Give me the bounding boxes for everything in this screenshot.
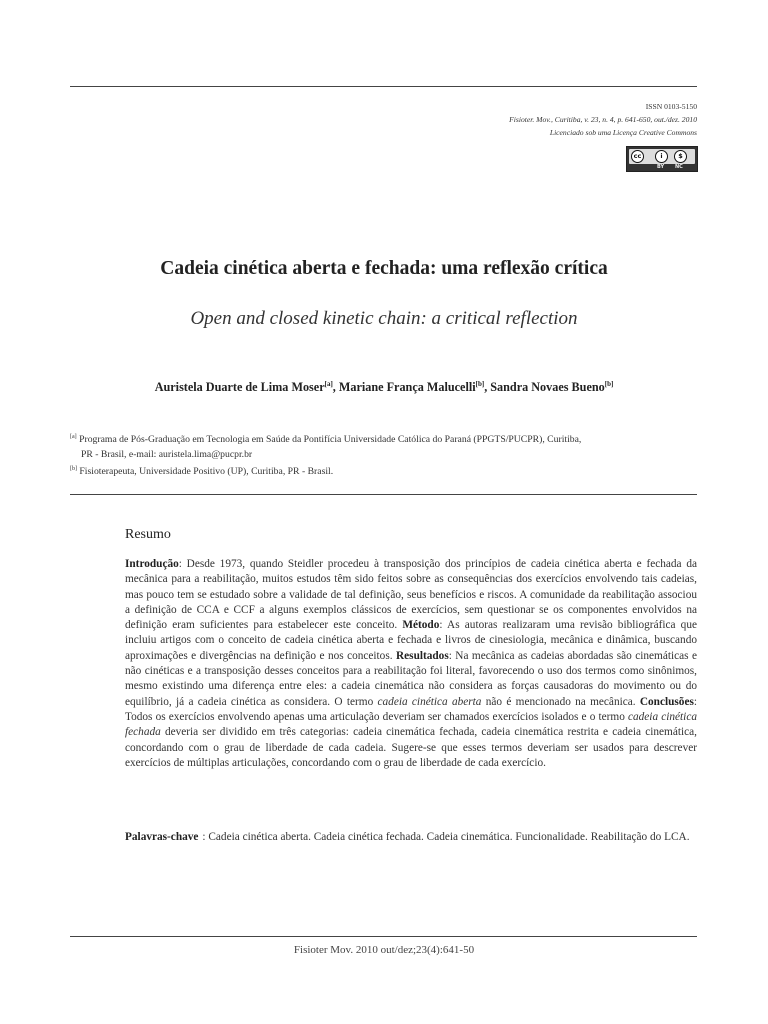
- affiliation-text: Fisioterapeuta, Universidade Positivo (UP), Curitiba, PR - Brasil.: [79, 466, 334, 478]
- author-mark: [a]: [324, 380, 333, 388]
- abstract-body: Introdução: Desde 1973, quando Steidler procedeu à transposição dos princípios de cadeia cinética aberta e fechada da mecânica para a reabilitação, muitos estudos têm sido feitos sobre as consequências dos exercícios envolvendo tais cadeias, mas pouco tem se estudado sobre a validade de tal definição, seus benefícios e riscos. A comunidade da reabilitação associou a definição de CCA e CCF a alguns exemplos clássicos de exercícios, sem questionar se os componentes envolvidos na definição eram suficientes para estabelecer este conceito. Método: As autoras realizaram uma revisão bibliográfica que incluiu artigos com o conceito de cadeia cinética aberta e fechada e livros de cinesiologia, mecânica e dinâmica, buscando aproximações e divergências na definição e nos conceitos. Resultados: Na mecânica as cadeias abordadas são cinemáticas e não cinéticas e a transposição desses conceitos para a reabilitação foi literal, favorecendo o uso dos termos como sinônimos, mesmo existindo uma diferença entre eles: a cadeia cinemática não considera as forças causadoras do movimento ou do equilíbrio, já a cadeia cinética as considera. O termo cadeia cinética aberta não é mencionado na mecânica. Conclusões: Todos os exercícios envolvendo apenas uma articulação deveriam ser chamados exercícios isolados e o termo cadeia cinética fechada deveria ser dividido em três categorias: cadeia cinemática fechada, cadeia cinemática restrita e cadeia cinemática, concordando com o grau de liberdade de cada cadeia. Sugere-se que esses termos deveriam ser usados para descrever exercícios de múltiplas articulações, concordando com o grau de liberdade de cada exercício.: [125, 558, 698, 769]
- license-text: Licenciado sob uma Licença Creative Commons: [549, 128, 697, 137]
- author-name: Auristela Duarte de Lima Moser: [154, 380, 325, 395]
- keywords: [125, 830, 697, 845]
- keywords-label: Palavras-chave: [125, 831, 199, 843]
- creative-commons-badge[interactable]: [626, 146, 698, 172]
- citation: Fisioter. Mov., Curitiba, v. 23, n. 4, p. 641-650, out./dez. 2010: [509, 115, 697, 124]
- middle-rule: [70, 494, 697, 495]
- affiliations: [70, 430, 698, 480]
- author-name: Sandra Novaes Bueno: [490, 380, 605, 395]
- noncommercial-icon: $: [674, 150, 687, 163]
- page-footer: Fisioter Mov. 2010 out/dez;23(4):641-50: [293, 944, 475, 956]
- cc-icon: cc: [631, 150, 644, 163]
- bottom-rule: [70, 936, 697, 937]
- metodo-label: Método: [402, 619, 440, 632]
- cc-by-label: BY: [657, 164, 665, 170]
- conclusoes-label: Conclusões: [639, 695, 694, 708]
- affiliation-mark: [a]: [70, 434, 77, 440]
- resultados-label: Resultados: [396, 649, 449, 662]
- author-mark: [b]: [604, 380, 614, 388]
- resumo-heading: Resumo: [125, 527, 171, 542]
- affiliation-mark: [b]: [70, 466, 77, 473]
- issn: ISSN 0103-5150: [645, 102, 697, 111]
- article-title: Cadeia cinética aberta e fechada: uma reflexão crítica: [160, 258, 608, 279]
- affiliation-text: Programa de Pós-Graduação em Tecnologia em Saúde da Pontifícia Universidade Católica do Paraná (PPGTS/PUCPR), Curitiba,: [79, 434, 582, 446]
- attribution-icon: i: [655, 150, 668, 163]
- affiliation-text: PR - Brasil, e-mail: auristela.lima@pucpr.br: [81, 448, 253, 460]
- author-name: Mariane França Malucelli: [338, 380, 476, 395]
- cc-nc-label: NC: [675, 164, 683, 170]
- keywords-value: : Cadeia cinética aberta. Cadeia cinética fechada. Cadeia cinemática. Funcionalidade. Reabilitação do LCA.: [202, 831, 690, 843]
- author-mark: [b]: [475, 380, 485, 388]
- top-rule: [70, 86, 697, 87]
- journal-meta: [509, 100, 697, 139]
- article-subtitle: Open and closed kinetic chain: a critical reflection: [190, 308, 578, 329]
- author-list: Auristela Duarte de Lima Moser[a], Mariane França Malucelli[b], Sandra Novaes Bueno[b]: [154, 380, 614, 395]
- intro-label: Introdução: [125, 558, 179, 570]
